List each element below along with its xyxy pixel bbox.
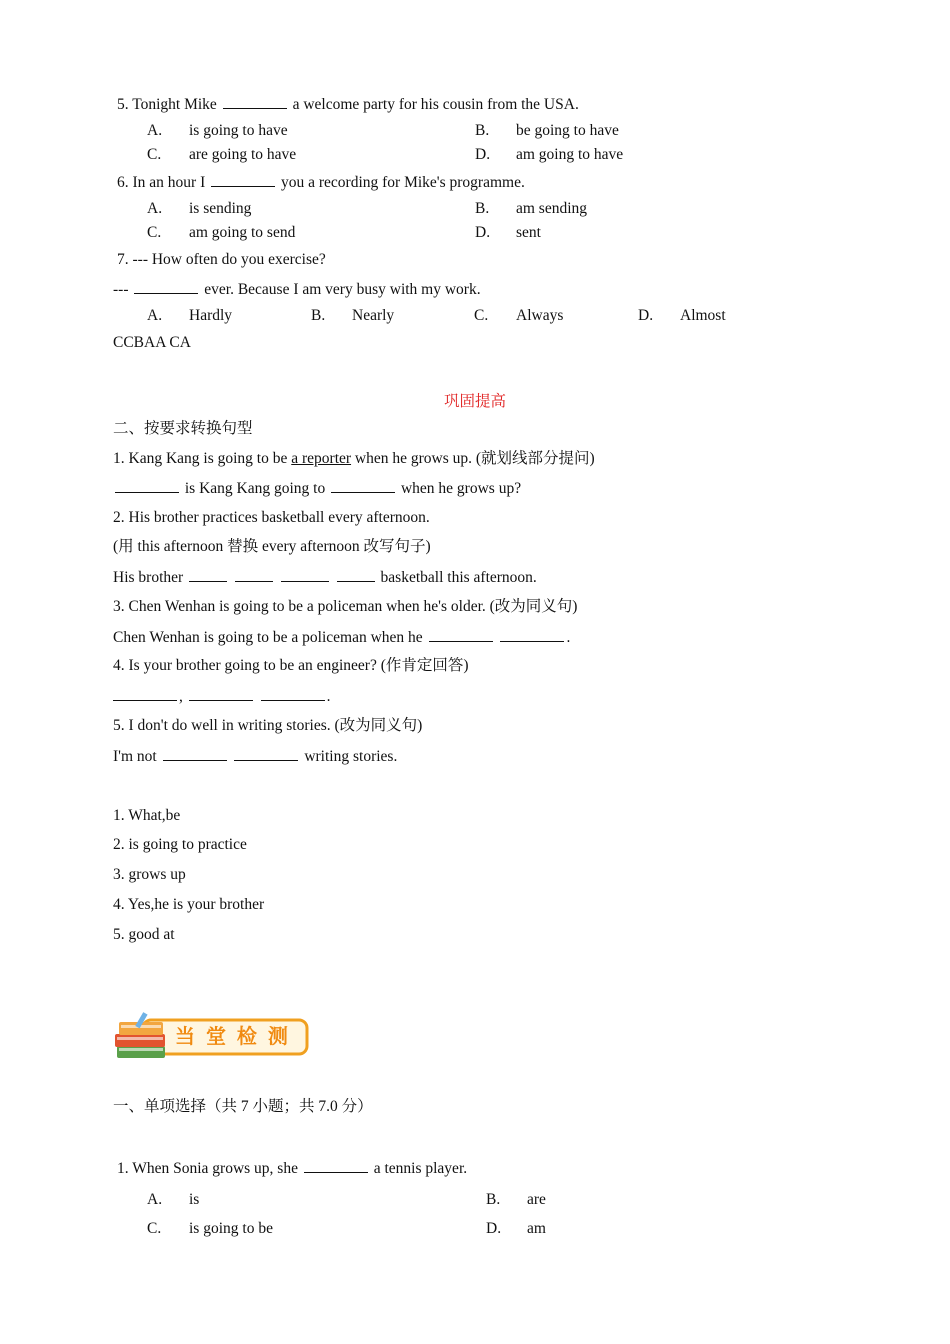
option-text: are [527,1191,546,1208]
answer-blank [211,172,275,187]
answer-key-item: 5. good at [113,926,175,943]
answer-key-item: 4. Yes,he is your brother [113,896,265,913]
answer-blank [134,279,198,294]
question-6-stem: 6. In an hour I [117,174,206,191]
in-class-test-banner [113,1012,313,1064]
answer-text: . [326,688,331,705]
answer-text: when he grows up? [400,480,522,497]
answer-blank [223,94,287,109]
banner-title: 当 堂 检 测 [175,1024,290,1048]
answer-blank [113,686,177,701]
option-text: are going to have [189,146,297,163]
answer-blank [115,478,179,493]
answer-blank [304,1158,368,1173]
option-letter: D. [638,307,654,324]
answer-text: is Kang Kang going to [184,480,326,497]
transform-5-answer [113,746,397,767]
answer-blank [235,567,273,582]
underlined-phrase: a reporter [291,450,352,467]
option-text: Always [516,307,564,324]
transform-3-answer [113,627,570,648]
test-question-1 [117,1158,467,1179]
option-text: Nearly [352,307,395,324]
answer-key-item: 1. What,be [113,807,181,824]
answer-blank [189,567,227,582]
option-text: is going to be [189,1220,273,1237]
option-letter: A. [147,122,163,139]
option-letter: D. [475,146,491,163]
answer-key-item: 2. is going to practice [113,836,247,853]
option-letter: C. [474,307,489,324]
transform-3-stem: 3. Chen Wenhan is going to be a policeman when he's older. (改为同义句) [113,598,578,615]
option-text: sent [516,224,541,241]
option-letter: B. [486,1191,501,1208]
option-text: am sending [516,200,588,217]
question-6-stem-end: you a recording for Mike's programme. [281,174,525,191]
option-text: am going to have [516,146,624,163]
answer-text: . [566,629,571,646]
option-text: be going to have [516,122,619,139]
question-5-stem: 5. Tonight Mike [117,96,217,113]
transform-4-stem: 4. Is your brother going to be an engineer? (作肯定回答) [113,657,469,674]
section-title-transform: 二、按要求转换句型 [113,420,253,437]
option-text: is [189,1191,200,1208]
section-title-single-choice: 一、单项选择（共 7 小题；共 7.0 分） [113,1098,373,1115]
question-7-stem: 7. --- How often do you exercise? [117,251,326,268]
option-letter: A. [147,307,163,324]
option-letter: D. [486,1220,502,1237]
question-7-reply [113,279,481,300]
option-letter: B. [475,200,490,217]
transform-5-stem: 5. I don't do well in writing stories. (改为同义句) [113,717,423,734]
transform-1-stem [113,449,595,469]
transform-2-answer [113,567,537,588]
answer-blank [337,567,375,582]
option-text: is going to have [189,122,288,139]
answer-text: , [179,688,183,705]
answer-blank [429,627,493,642]
option-letter: D. [475,224,491,241]
option-letter: B. [311,307,326,324]
reply-dash: --- [113,281,129,298]
consolidate-heading: 巩固提高 [443,393,506,410]
answer-text: Chen Wenhan is going to be a policeman when he [113,629,423,646]
question-5 [117,94,579,115]
option-letter: C. [147,1220,162,1237]
reply-text: ever. Because I am very busy with my work. [204,281,481,298]
question-stem: 1. When Sonia grows up, she [117,1160,298,1177]
option-text: Almost [680,307,726,324]
answer-blank [261,686,325,701]
question-stem-end: a tennis player. [373,1160,468,1177]
option-text: am [527,1220,546,1237]
transform-4-answer [113,686,331,707]
transform-2-stem: 2. His brother practices basketball every afternoon. [113,509,430,526]
answer-text: basketball this afternoon. [380,569,537,586]
transform-1-answer [113,478,521,499]
stem-text: when he grows up. (就划线部分提问) [354,450,595,467]
answer-key-mc: CCBAA CA [113,334,191,351]
option-letter: C. [147,146,162,163]
answer-text: writing stories. [304,748,398,765]
answer-text: I'm not [113,748,157,765]
option-text: Hardly [189,307,233,324]
option-text: am going to send [189,224,296,241]
answer-blank [234,746,298,761]
answer-text: His brother [113,569,184,586]
question-5-stem-end: a welcome party for his cousin from the USA. [292,96,579,113]
answer-blank [281,567,329,582]
transform-2-instruction: (用 this afternoon 替换 every afternoon 改写句子) [113,538,431,555]
option-letter: C. [147,224,162,241]
answer-blank [331,478,395,493]
option-letter: A. [147,1191,163,1208]
answer-blank [189,686,253,701]
option-letter: B. [475,122,490,139]
stem-text: 1. Kang Kang is going to be [113,450,288,467]
option-letter: A. [147,200,163,217]
answer-blank [500,627,564,642]
option-text: is sending [189,200,252,217]
question-6 [117,172,525,193]
answer-blank [163,746,227,761]
answer-key-item: 3. grows up [113,866,186,883]
